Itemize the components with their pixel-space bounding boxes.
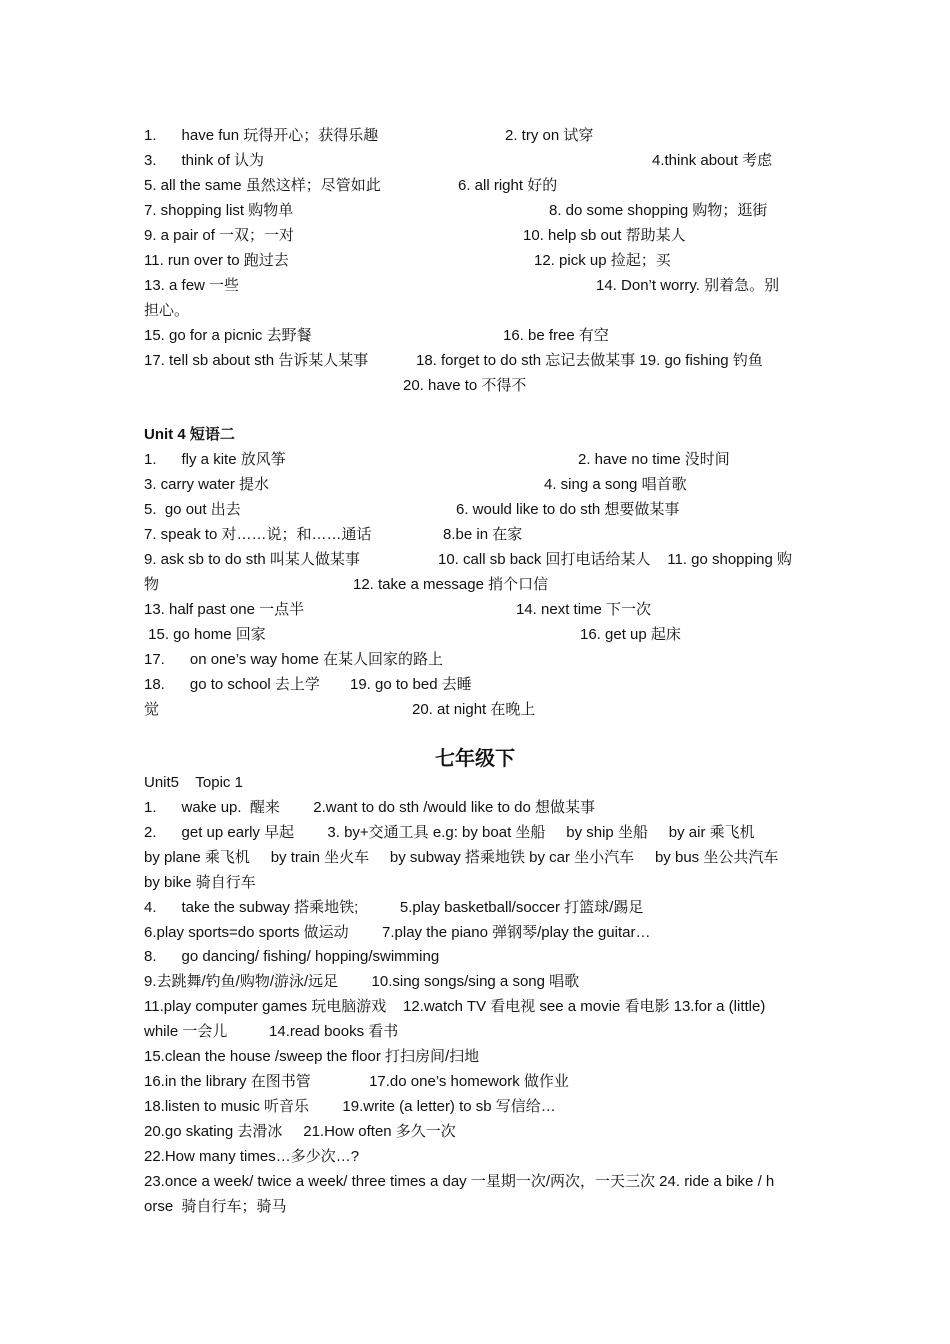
phrase-line: 13. half past one 一点半	[144, 601, 305, 618]
phrase-line: 7. shopping list 购物单	[144, 202, 294, 219]
phrase-line: 18. forget to do sth 忘记去做某事 19. go fishing 钓鱼	[416, 352, 763, 369]
phrase-line: 8. do some shopping 购物；逛街	[549, 202, 768, 219]
phrase-line: 20.go skating 去滑冰 21.How often 多久一次	[144, 1123, 456, 1140]
phrase-line: 16. be free 有空	[503, 327, 609, 344]
phrase-line: 16. get up 起床	[580, 626, 681, 643]
phrase-line: 15.clean the house /sweep the floor 打扫房间/扫地	[144, 1048, 480, 1065]
phrase-line: 6. all right 好的	[458, 177, 558, 194]
phrase-line: 1. have fun 玩得开心；获得乐趣	[144, 127, 379, 144]
section-heading: Unit 4 短语二	[144, 426, 235, 443]
phrase-line: 担心。	[144, 302, 190, 319]
phrase-line: 1. wake up. 醒来 2.want to do sth /would like to do 想做某事	[144, 799, 596, 816]
phrase-line: 4.think about 考虑	[652, 152, 773, 169]
phrase-line: 20. at night 在晚上	[412, 701, 536, 718]
phrase-line: 觉	[144, 701, 160, 718]
phrase-line: 3. think of 认为	[144, 152, 265, 169]
phrase-line: 10. help sb out 帮助某人	[523, 227, 686, 244]
phrase-line: 17. tell sb about sth 告诉某人某事	[144, 352, 369, 369]
phrase-line: 9. a pair of 一双；一对	[144, 227, 295, 244]
phrase-line: 15. go for a picnic 去野餐	[144, 327, 312, 344]
phrase-line: 8. go dancing/ fishing/ hopping/swimming	[144, 948, 440, 965]
phrase-line: 10. call sb back 回打电话给某人 11. go shopping 购	[438, 551, 793, 568]
phrase-line: 4. take the subway 搭乘地铁; 5.play basketball/soccer 打篮球/踢足	[144, 899, 644, 916]
phrase-line: 9.去跳舞/钓鱼/购物/游泳/远足 10.sing songs/sing a song 唱歌	[144, 973, 580, 990]
phrase-line: 12. take a message 捎个口信	[353, 576, 549, 593]
phrase-line: 17. on one’s way home 在某人回家的路上	[144, 651, 443, 668]
phrase-line: 15. go home 回家	[144, 626, 266, 643]
phrase-line: 14. next time 下一次	[516, 601, 652, 618]
phrase-line: 18.listen to music 听音乐 19.write (a letter) to sb 写信给…	[144, 1098, 556, 1115]
section-heading: Unit5 Topic 1	[144, 774, 243, 791]
phrase-line: 9. ask sb to do sth 叫某人做某事	[144, 551, 360, 568]
phrase-line: 22.How many times…多少次…?	[144, 1148, 360, 1165]
phrase-line: 11.play computer games 玩电脑游戏 12.watch TV 看电视 see a movie 看电影 13.for a (little)	[144, 998, 766, 1015]
phrase-line: 14. Don’t worry. 别着急。别	[596, 277, 780, 294]
phrase-line: by plane 乘飞机 by train 坐火车 by subway 搭乘地铁 by car 坐小汽车 by bus 坐公共汽车	[144, 849, 779, 866]
phrase-line: by bike 骑自行车	[144, 874, 256, 891]
phrase-line: 19. go to bed 去睡	[350, 676, 472, 693]
phrase-line: 5. go out 出去	[144, 501, 241, 518]
phrase-line: 18. go to school 去上学	[144, 676, 320, 693]
phrase-line: 1. fly a kite 放风筝	[144, 451, 286, 468]
phrase-line: 11. run over to 跑过去	[144, 252, 289, 269]
page-title: 七年级下	[435, 748, 515, 770]
phrase-line: 2. get up early 早起 3. by+交通工具 e.g: by boat 坐船 by ship 坐船 by air 乘飞机	[144, 824, 755, 841]
phrase-line: 3. carry water 提水	[144, 476, 270, 493]
phrase-line: 2. have no time 没时间	[578, 451, 730, 468]
phrase-line: while 一会儿 14.read books 看书	[144, 1023, 399, 1040]
phrase-line: 12. pick up 捡起；买	[534, 252, 671, 269]
phrase-line: 13. a few 一些	[144, 277, 240, 294]
phrase-line: 7. speak to 对……说；和……通话	[144, 526, 372, 543]
phrase-line: 8.be in 在家	[443, 526, 523, 543]
phrase-line: 5. all the same 虽然这样；尽管如此	[144, 177, 381, 194]
phrase-line: 23.once a week/ twice a week/ three times a day 一星期一次/两次，一天三次 24. ride a bike / h	[144, 1173, 775, 1190]
phrase-line: 20. have to 不得不	[403, 377, 527, 394]
phrase-line: 6. would like to do sth 想要做某事	[456, 501, 680, 518]
phrase-line: orse 骑自行车；骑马	[144, 1198, 287, 1215]
phrase-line: 2. try on 试穿	[505, 127, 594, 144]
phrase-line: 16.in the library 在图书管 17.do one’s homework 做作业	[144, 1073, 569, 1090]
phrase-line: 6.play sports=do sports 做运动 7.play the piano 弹钢琴/play the guitar…	[144, 924, 651, 941]
phrase-line: 物	[144, 576, 160, 593]
phrase-line: 4. sing a song 唱首歌	[544, 476, 687, 493]
